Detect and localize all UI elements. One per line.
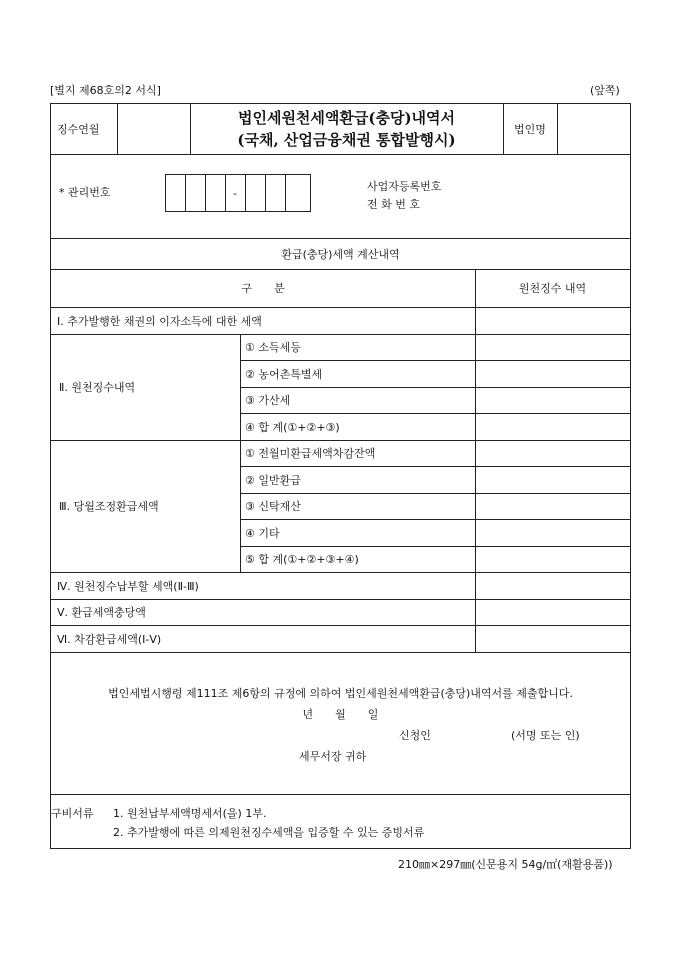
mgmt-number-label: * 관리번호 (59, 186, 111, 199)
row-withholding-details: Ⅱ. 원천징수내역 (59, 381, 136, 394)
adjustment-item: ③ 신탁재산 (245, 500, 301, 513)
row-net-refund: Ⅵ. 차감환급세액(Ⅰ-Ⅴ) (57, 632, 162, 646)
recipient-label: 세무서장 귀하 (299, 750, 367, 763)
biz-reg-number-label: 사업자등록번호 (367, 180, 442, 193)
form-title-line2: (국채, 산업금융채권 통합발행시) (237, 131, 456, 149)
corp-name-label: 법인명 (514, 123, 546, 136)
declaration-date: 년 월 일 (302, 708, 379, 721)
form-number: [별지 제68호의2 서식] (50, 84, 161, 97)
row-interest-tax: Ⅰ. 추가발행한 채권의 이자소득에 대한 세액 (57, 314, 262, 328)
page-side-label: (앞쪽) (590, 84, 620, 97)
adjustment-item: ② 일반환급 (245, 473, 301, 487)
withholding-item: ④ 합 계(①+②+③) (245, 420, 340, 434)
refund-statement-form (50, 103, 631, 849)
adjustment-item: ⑤ 합 계(①+②+③+④) (245, 553, 359, 566)
section-title: 환급(충당)세액 계산내역 (281, 247, 400, 261)
attachments-label: 구비서류 (51, 807, 94, 820)
adjustment-item: ④ 기타 (245, 526, 280, 540)
row-tax-payable: Ⅳ. 원천징수납부할 세액(Ⅱ-Ⅲ) (57, 579, 199, 593)
attachment-item-1: 1. 원천납부세액명세서(을) 1부. (113, 807, 267, 820)
withholding-item: ③ 가산세 (245, 394, 291, 407)
row-monthly-adjustment-refund: Ⅲ. 당월조정환급세액 (59, 500, 159, 513)
adjustment-item: ① 전월미환급세액차감잔액 (245, 447, 376, 460)
form-title-line1: 법인세원천세액환급(충당)내역서 (237, 109, 456, 127)
paper-spec-footer: 210㎜×297㎜(신문용지 54g/㎡(재활용품)) (398, 858, 613, 871)
row-refund-applied: Ⅴ. 환급세액충당액 (57, 606, 146, 619)
mgmt-dash: - (233, 187, 237, 200)
form-title (190, 104, 503, 154)
declaration-text: 법인세법시행령 제111조 제6항의 규정에 의하여 법인세원천세액환급(충당)내역서를 제출합니다. (108, 687, 573, 700)
collect-month-label: 징수연월 (57, 123, 100, 136)
applicant-label: 신청인 (399, 729, 431, 742)
withholding-item: ① 소득세등 (245, 341, 301, 354)
phone-number-label: 전 화 번 호 (367, 198, 420, 211)
attachment-item-2: 2. 추가발행에 따른 의제원천징수세액을 입증할 수 있는 증빙서류 (113, 826, 425, 839)
signature-label: (서명 또는 인) (511, 729, 580, 742)
amount-header: 원천징수 내역 (518, 282, 587, 295)
mgmt-number-boxes[interactable] (165, 174, 311, 212)
category-header: 구 분 (241, 282, 285, 295)
withholding-item: ② 농어촌특별세 (245, 367, 323, 381)
